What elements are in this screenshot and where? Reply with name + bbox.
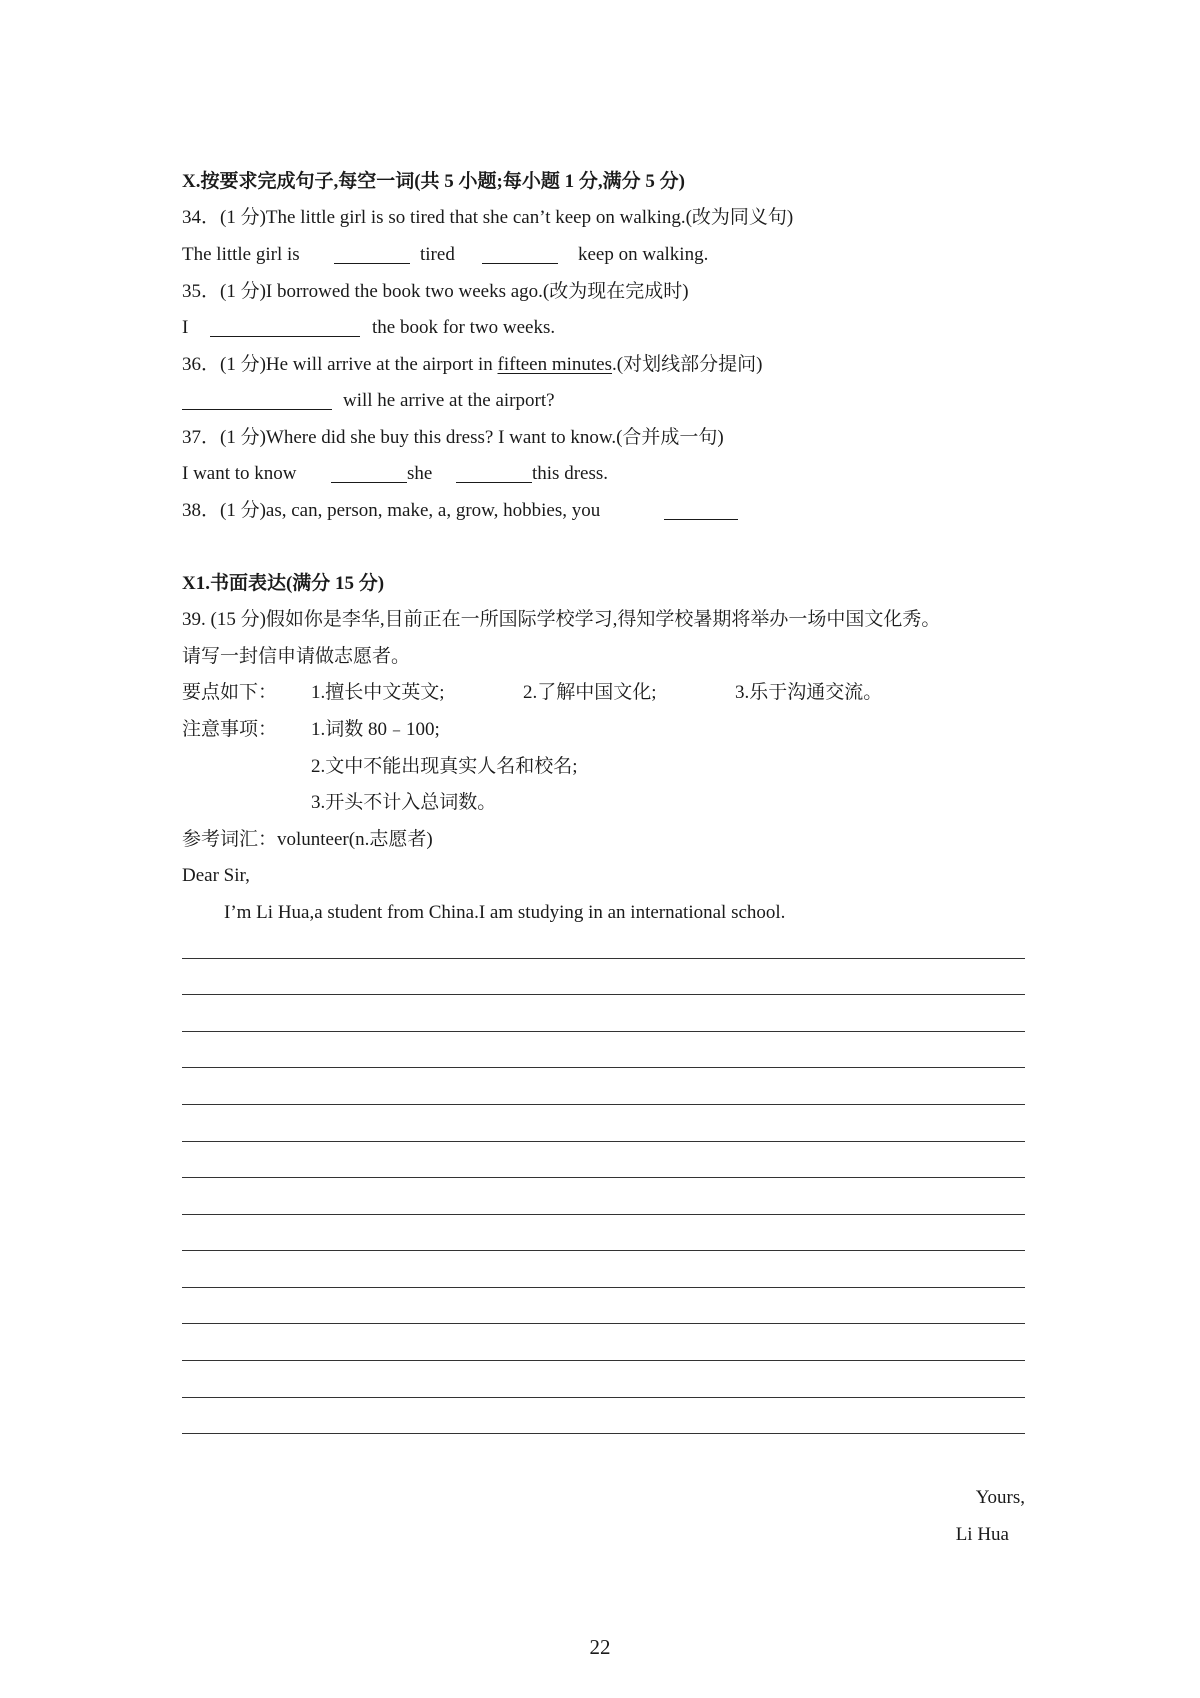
question-37-prompt: 37．(1 分)Where did she buy this dress? I want to know.(合并成一句): [182, 427, 724, 448]
writing-line[interactable]: [182, 1031, 1025, 1032]
question-34-part1: The little girl is: [182, 244, 300, 265]
writing-line[interactable]: [182, 1397, 1025, 1398]
question-37-part2: she: [407, 463, 433, 484]
answer-blank-37a[interactable]: [331, 465, 407, 483]
note-item-3: 3.开头不计入总词数。: [311, 792, 497, 813]
question-36-part1: will he arrive at the airport?: [343, 390, 555, 411]
answer-blank-37b[interactable]: [456, 465, 532, 483]
writing-line[interactable]: [182, 1250, 1025, 1251]
writing-line[interactable]: [182, 1287, 1025, 1288]
question-38-prompt: 38．(1 分)as, can, person, make, a, grow, hobbies, you: [182, 500, 601, 521]
answer-blank-38[interactable]: [664, 502, 738, 520]
answer-blank-34a[interactable]: [334, 246, 410, 264]
writing-line[interactable]: [182, 1177, 1025, 1178]
letter-opening: I’m Li Hua,a student from China.I am studying in an international school.: [224, 902, 786, 923]
answer-blank-36[interactable]: [182, 392, 332, 410]
section-heading-xi: X1.书面表达(满分 15 分): [182, 573, 385, 594]
page-number: 22: [589, 1635, 611, 1659]
question-37-part1: I want to know: [182, 463, 297, 484]
writing-line[interactable]: [182, 1067, 1025, 1068]
question-34-part3: keep on walking.: [578, 244, 709, 265]
writing-line[interactable]: [182, 1433, 1025, 1434]
vocab-hint: 参考词汇：volunteer(n.志愿者): [182, 829, 433, 850]
question-36-prompt-after: .(对划线部分提问): [612, 354, 763, 375]
writing-line[interactable]: [182, 1104, 1025, 1105]
notes-label: 注意事项：: [182, 719, 278, 740]
points-label: 要点如下：: [182, 682, 278, 703]
question-36-prompt-before: 36．(1 分)He will arrive at the airport in: [182, 354, 498, 375]
point-item-1: 1.擅长中文英文;: [311, 682, 445, 703]
letter-greeting: Dear Sir,: [182, 865, 250, 886]
question-34-part2: tired: [420, 244, 455, 265]
writing-line[interactable]: [182, 994, 1025, 995]
question-37-part3: this dress.: [532, 463, 608, 484]
writing-line[interactable]: [182, 958, 1025, 959]
point-item-2: 2.了解中国文化;: [523, 682, 657, 703]
writing-line[interactable]: [182, 1141, 1025, 1142]
writing-line[interactable]: [182, 1360, 1025, 1361]
section-heading-x: X.按要求完成句子,每空一词(共 5 小题;每小题 1 分,满分 5 分): [182, 171, 685, 192]
answer-blank-34b[interactable]: [482, 246, 558, 264]
question-39-line2: 请写一封信申请做志愿者。: [182, 646, 411, 667]
question-35-part2: the book for two weeks.: [372, 317, 556, 338]
writing-line[interactable]: [182, 1214, 1025, 1215]
question-35-prompt: 35．(1 分)I borrowed the book two weeks ago.(改为现在完成时): [182, 281, 689, 302]
question-39-line1: 39. (15 分)假如你是李华,目前正在一所国际学校学习,得知学校暑期将举办一场中国文化秀。: [182, 609, 941, 630]
note-item-2: 2.文中不能出现真实人名和校名;: [311, 756, 578, 777]
point-item-3: 3.乐于沟通交流。: [735, 682, 883, 703]
answer-blank-35[interactable]: [210, 319, 360, 337]
question-34-prompt: 34．(1 分)The little girl is so tired that she can’t keep on walking.(改为同义句): [182, 207, 794, 228]
question-36-prompt: [182, 353, 762, 377]
letter-signature: Li Hua: [955, 1524, 1009, 1545]
letter-closing: Yours,: [975, 1487, 1025, 1508]
question-35-part1: I: [182, 317, 189, 338]
writing-line[interactable]: [182, 1323, 1025, 1324]
note-item-1: 1.词数 80﹣100;: [311, 719, 440, 740]
question-36-underlined-part: fifteen minutes: [497, 354, 613, 375]
